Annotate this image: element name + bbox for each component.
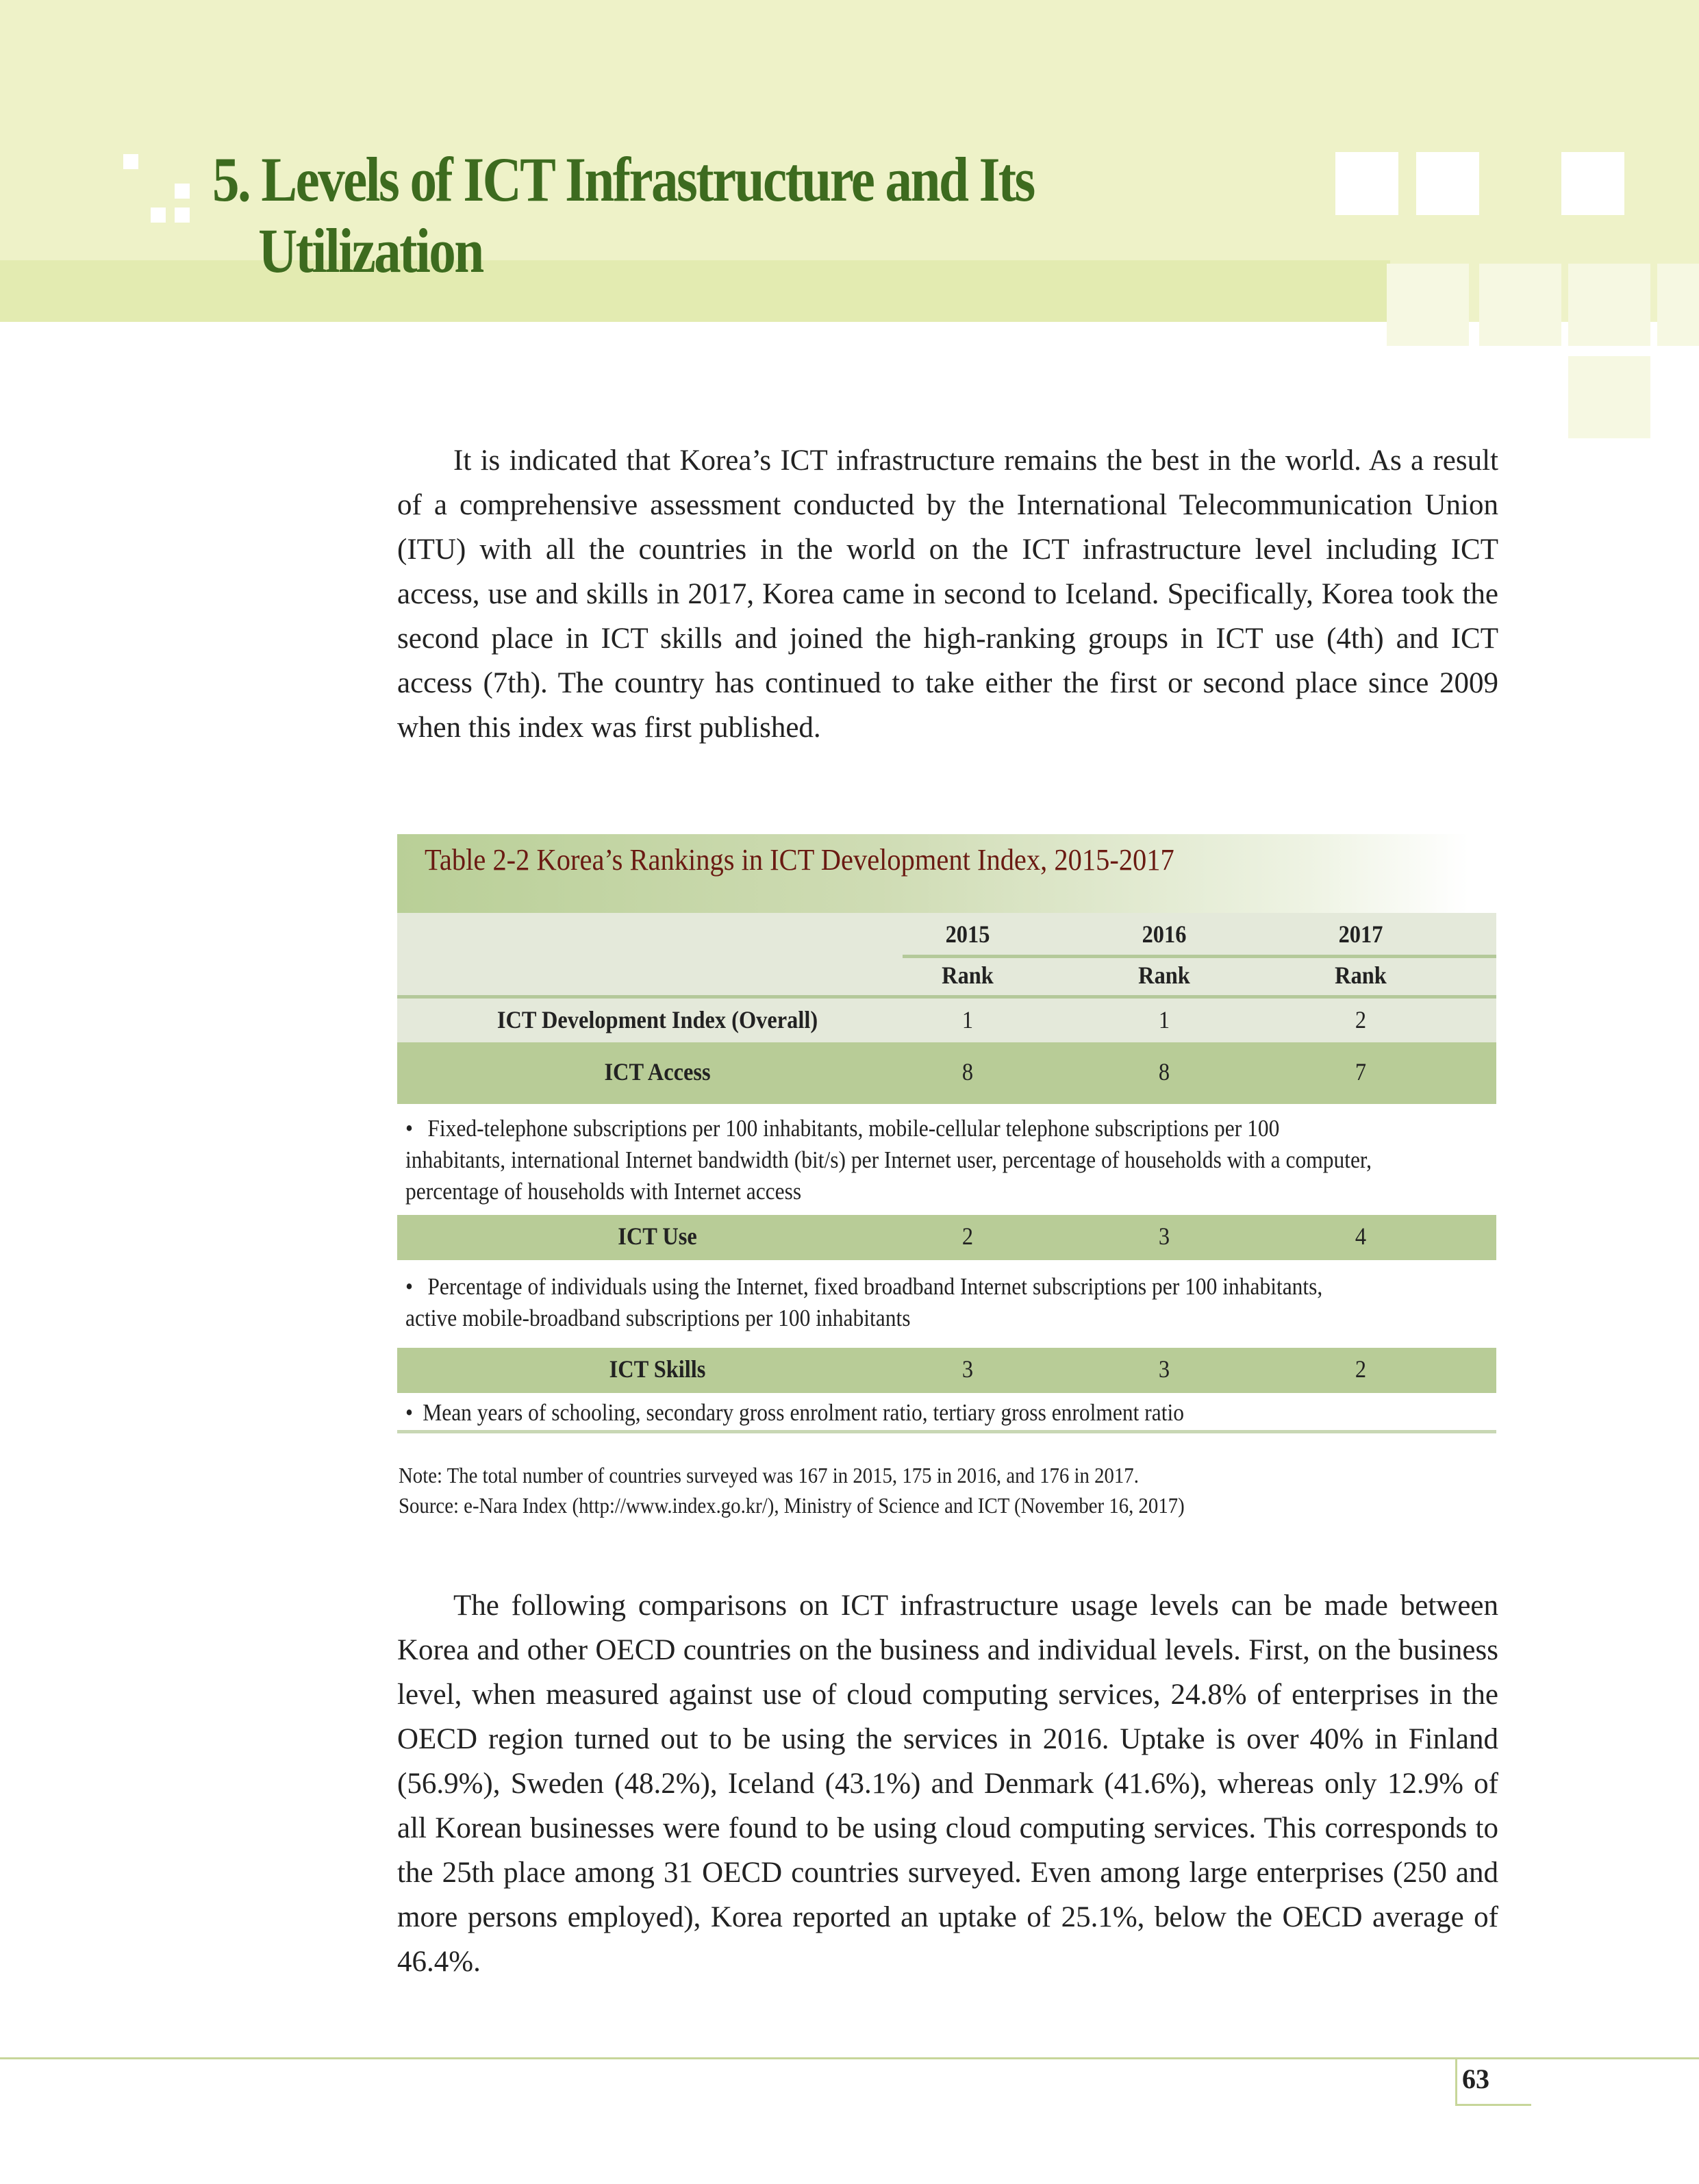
header-divider <box>903 955 1496 958</box>
decor-square <box>1568 356 1650 438</box>
title-line-1: Levels of ICT Infrastructure and Its <box>261 145 1034 214</box>
decor-square <box>1387 264 1469 346</box>
cell-2015: 1 <box>961 1006 974 1033</box>
ict-use-detail <box>405 1271 1379 1334</box>
decor-square <box>175 208 190 223</box>
bullet-icon: • <box>405 1273 414 1300</box>
decor-square <box>1479 264 1561 346</box>
rank-label-2017: Rank <box>1335 962 1387 989</box>
bullet-icon: • <box>405 1399 414 1426</box>
page-title <box>212 144 1034 286</box>
row-label: ICT Access <box>604 1058 711 1085</box>
bullet-icon: • <box>405 1115 414 1142</box>
cell-2016: 3 <box>1158 1222 1170 1250</box>
cell-2017: 4 <box>1355 1222 1367 1250</box>
row-label: ICT Skills <box>609 1355 706 1383</box>
table-row-ict-access <box>397 1042 1496 1104</box>
ict-access-detail <box>405 1113 1379 1207</box>
decor-square <box>1561 152 1624 215</box>
title-line-2: Utilization <box>258 216 483 286</box>
year-2015: 2015 <box>945 920 990 948</box>
decor-square <box>123 154 138 169</box>
table-row-ict-use <box>397 1215 1496 1260</box>
ict-skills-detail <box>405 1397 1379 1429</box>
decor-square <box>1568 264 1650 346</box>
table-note: Note: The total number of countries surveyed was 167 in 2015, 175 in 2016, and 176 in 2017. <box>399 1463 1139 1488</box>
row-label: ICT Development Index (Overall) <box>496 1006 818 1033</box>
intro-paragraph-text: It is indicated that Korea’s ICT infrastructure remains the best in the world. As a result of a comprehensive assessment conducted by the International Telecommunication Union (ITU) with all the countries in the world on the ICT infrastructure level including ICT access, use and skills in 2017, Korea came in second to Iceland. Specifically, Korea took the second place in ICT skills and joined the high-ranking groups in ICT use (4th) and ICT access (7th). The country has continued to take either the first or second place since 2009 when this index was first published. <box>397 444 1498 744</box>
rank-label-2016: Rank <box>1138 962 1190 989</box>
cell-2017: 2 <box>1355 1355 1367 1383</box>
cell-2015: 3 <box>961 1355 974 1383</box>
cell-2016: 1 <box>1158 1006 1170 1033</box>
second-paragraph <box>397 1583 1498 1984</box>
intro-paragraph <box>397 438 1498 750</box>
cell-2015: 8 <box>961 1058 974 1085</box>
table-caption <box>397 834 1469 915</box>
section-number: 5. <box>212 145 250 214</box>
table-source: Source: e-Nara Index (http://www.index.go.kr/), Ministry of Science and ICT (November 16, 2017) <box>399 1493 1185 1518</box>
decor-square <box>1657 264 1699 346</box>
row-label: ICT Use <box>618 1222 697 1250</box>
page-number: 63 <box>1462 2063 1489 2094</box>
ict-access-detail-text: Fixed-telephone subscriptions per 100 inhabitants, mobile-cellular telephone subscriptions per 100 inhabitants, international Internet bandwidth (bit/s) per Internet user, percentage of households with a computer, percentage of households with Internet access <box>405 1115 1372 1205</box>
year-2017: 2017 <box>1338 920 1383 948</box>
second-paragraph-text: The following comparisons on ICT infrastructure usage levels can be made between Korea and other OECD countries on the business and individual levels. First, on the business level, when measured against use of cloud computing services, 24.8% of enterprises in the OECD region turned out to be using the services in 2016. Uptake is over 40% in Finland (56.9%), Sweden (48.2%), Iceland (43.1%) and Denmark (41.6%), whereas only 12.9% of all Korean businesses were found to be using cloud computing services. This corresponds to the 25th place among 31 OECD countries surveyed. Even among large enterprises (250 and more persons employed), Korea reported an uptake of 25.1%, below the OECD average of 46.4%. <box>397 1590 1498 1978</box>
ict-skills-detail-text: Mean years of schooling, secondary gross enrolment ratio, tertiary gross enrolment ratio <box>423 1399 1185 1426</box>
decor-square <box>1335 152 1398 215</box>
decor-square <box>151 208 166 223</box>
rank-label-2015: Rank <box>942 962 994 989</box>
cell-2016: 8 <box>1158 1058 1170 1085</box>
cell-2016: 3 <box>1158 1355 1170 1383</box>
footer-rule <box>0 2057 1699 2059</box>
year-2016: 2016 <box>1142 920 1187 948</box>
ict-use-detail-text: Percentage of individuals using the Internet, fixed broadband Internet subscriptions per 100 inhabitants, active mobile-broadband subscriptions per 100 inhabitants <box>405 1273 1323 1331</box>
table-caption-text: Table 2-2 Korea’s Rankings in ICT Development Index, 2015-2017 <box>425 843 1174 877</box>
decor-square <box>175 184 190 199</box>
cell-2017: 7 <box>1355 1058 1367 1085</box>
cell-2017: 2 <box>1355 1006 1367 1033</box>
table-bottom-rule <box>397 1430 1496 1433</box>
table-row-ict-skills <box>397 1348 1496 1393</box>
decor-square <box>1416 152 1479 215</box>
cell-2015: 2 <box>961 1222 974 1250</box>
table-row-overall <box>397 999 1496 1042</box>
